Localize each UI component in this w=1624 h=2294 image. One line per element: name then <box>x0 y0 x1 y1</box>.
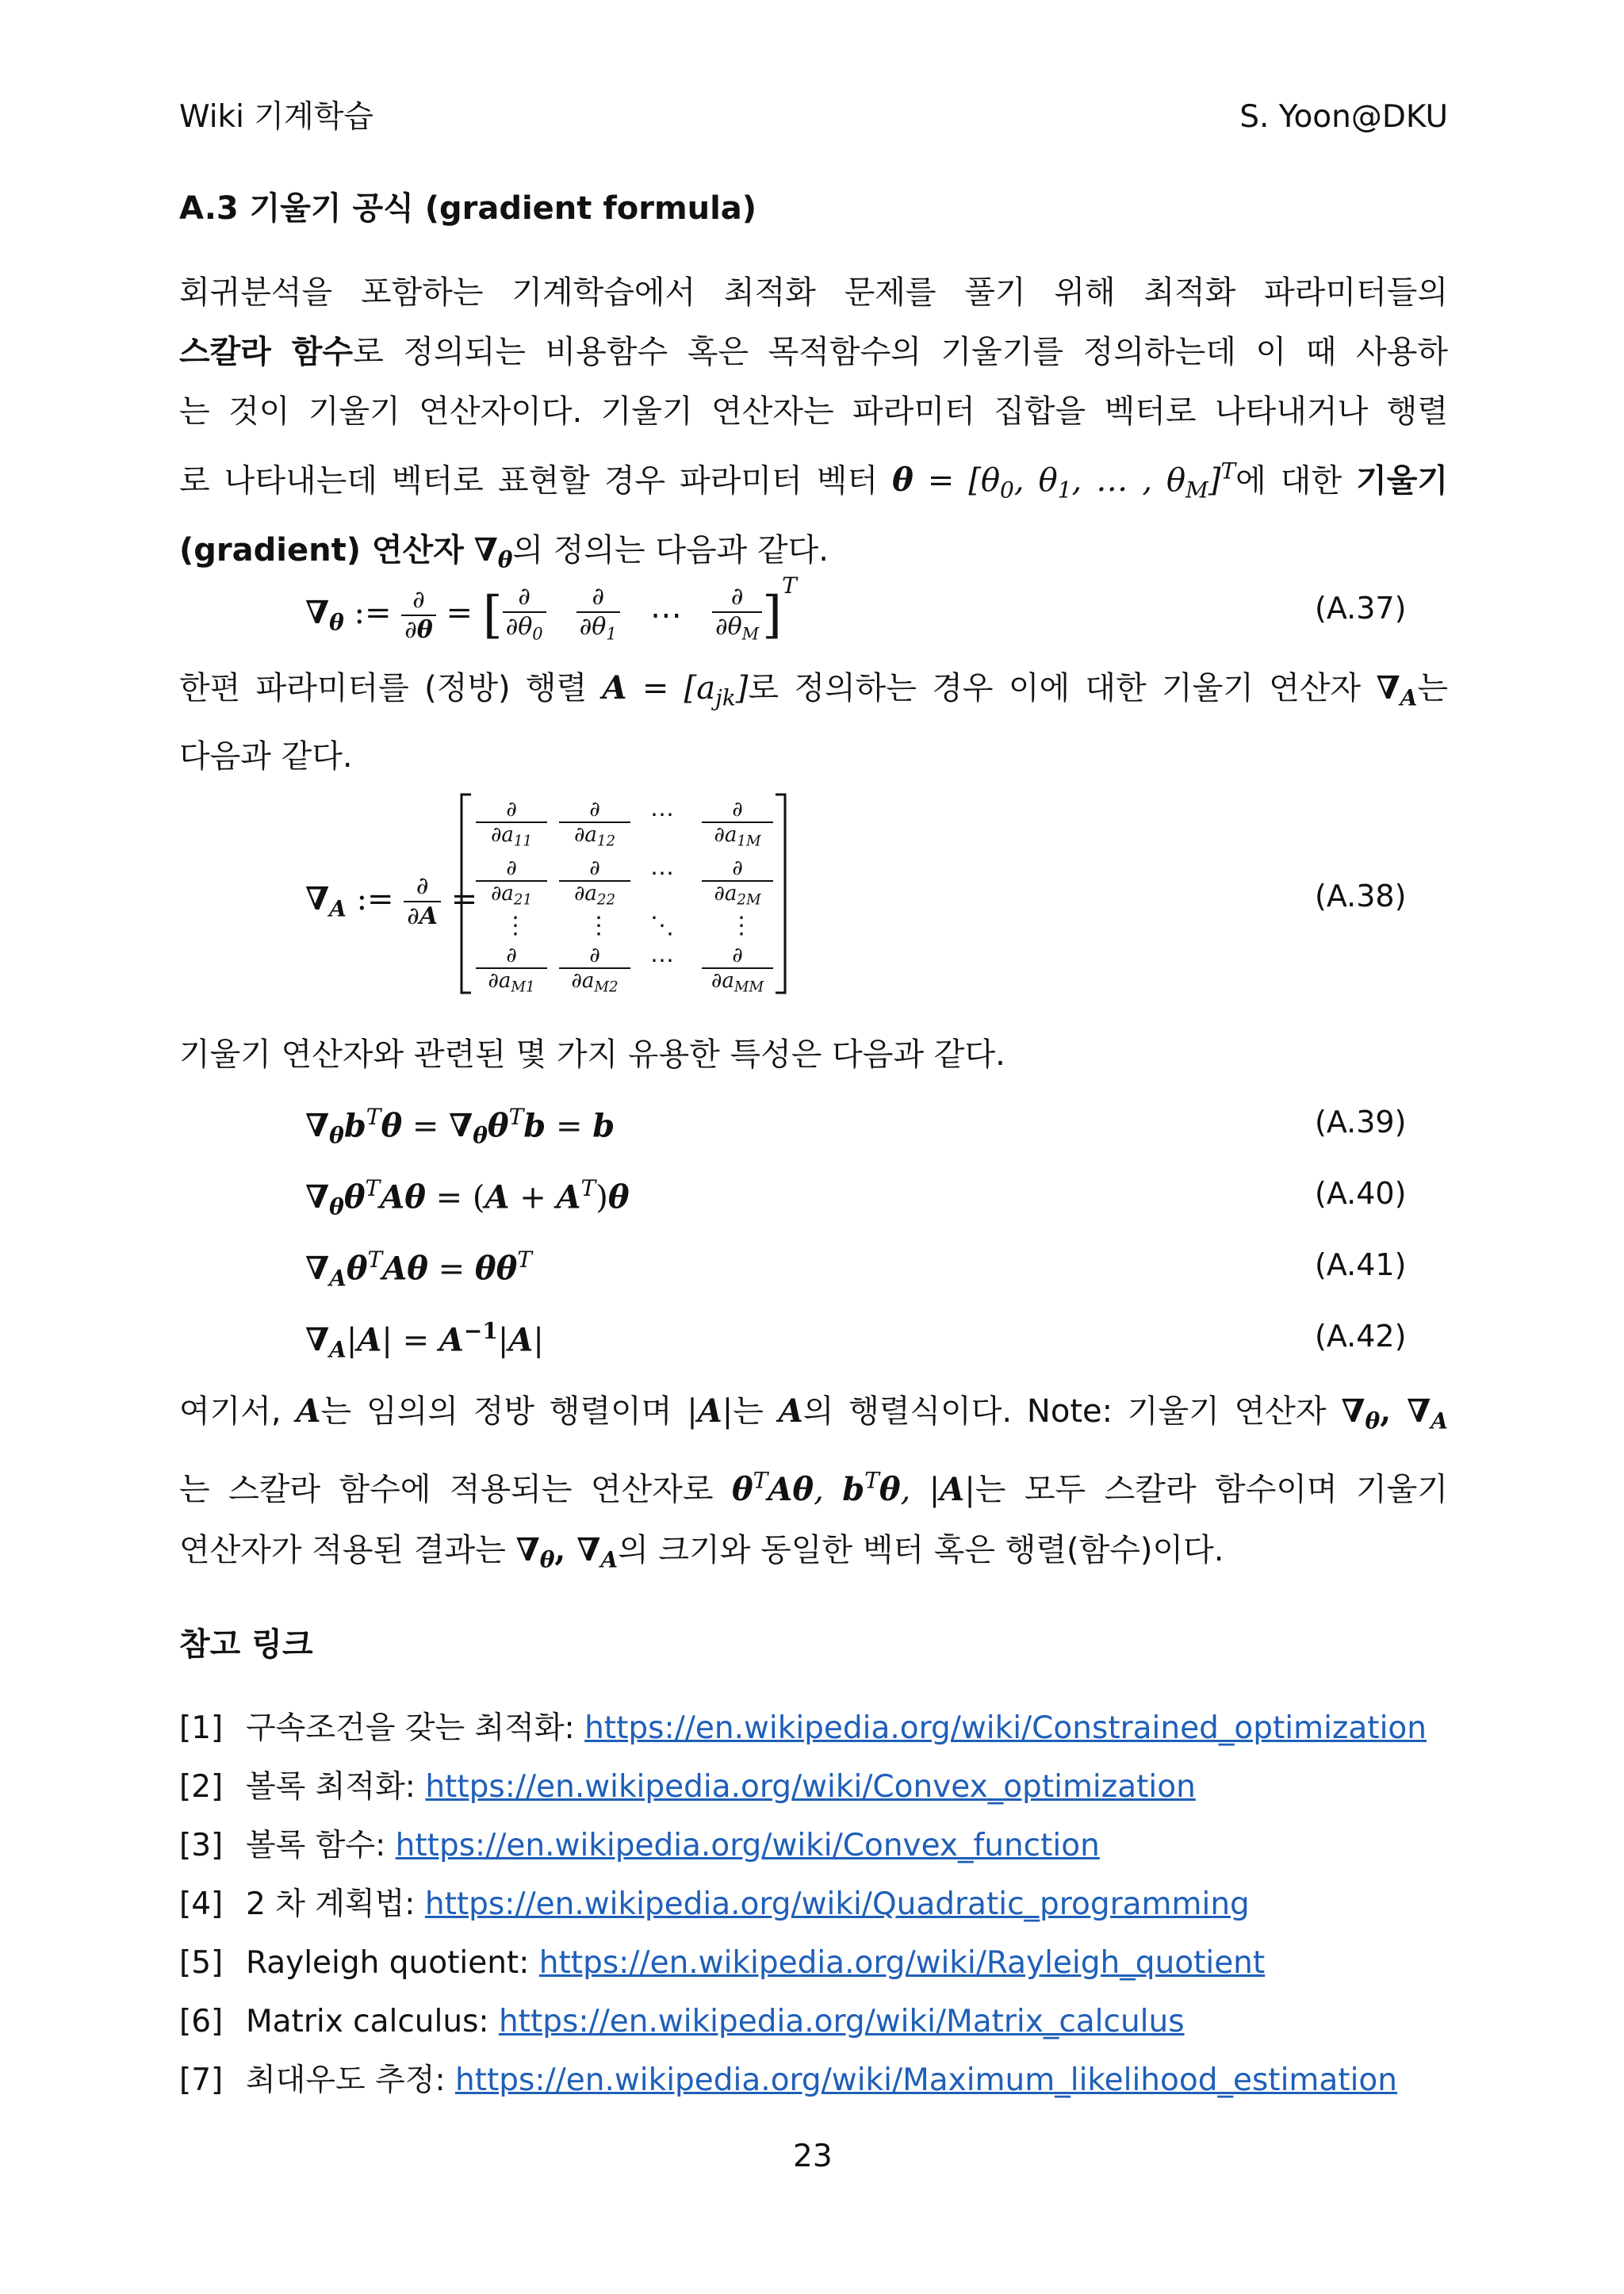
reference-label: 최대우도 추정: <box>246 2062 446 2098</box>
line <box>179 727 1448 787</box>
matrix-cell: ∂ $\partial a_{12}$ <box>559 798 630 853</box>
diagonal-ellipsis: ⋱ <box>650 912 674 940</box>
reference-number: [1] <box>179 1710 224 1746</box>
reference-number: [7] <box>179 2062 224 2098</box>
text: 는 모두 스칼라 함수이며 기울기 <box>975 1471 1448 1508</box>
line <box>179 263 1448 323</box>
text: 는 <box>733 1393 764 1430</box>
equation-number: (A.37) <box>1315 591 1407 626</box>
running-header-right: S. Yoon@DKU <box>1239 99 1448 135</box>
matrix-cell: ∂ $\partial a_{1M}$ <box>702 798 773 853</box>
text: 로 정의되는 비용함수 혹은 목적함수의 기울기를 정의하는데 이 때 사용하 <box>353 334 1448 370</box>
text: 한편 파라미터를 (정방) 행렬 <box>179 670 588 707</box>
reference-label: Rayleigh quotient: <box>246 1945 530 1981</box>
line <box>179 658 1448 727</box>
reference-label: 2 차 계획법: <box>246 1886 416 1922</box>
text: 는 스칼라 함수에 적용되는 연산자로 <box>179 1471 714 1508</box>
reference-item <box>179 1822 1100 1870</box>
reference-link[interactable]: https://en.wikipedia.org/wiki/Quadratic_programming <box>424 1886 1250 1922</box>
paragraph-notes <box>179 1381 1448 1589</box>
equation-number: (A.41) <box>1315 1247 1407 1282</box>
matrix-cell: ∂ $\partial a_{MM}$ <box>702 944 773 999</box>
paragraph-gradient-intro <box>179 263 1448 589</box>
text: 의 정의는 다음과 같다. <box>512 531 829 569</box>
line <box>179 1520 1448 1589</box>
gradient-matrix <box>460 793 787 994</box>
references-title: 참고 링크 <box>179 1626 313 1663</box>
math-scalar-functions: $\theta^TA\theta$, $b^T\theta$, |A| <box>731 1467 975 1508</box>
reference-link[interactable]: https://en.wikipedia.org/wiki/Convex_optimization <box>425 1769 1196 1805</box>
matrix-a-def-math: $A = [a_{jk}]$ <box>602 669 749 711</box>
reference-item <box>179 1940 1265 1987</box>
line <box>179 442 1448 520</box>
text: 는 임의의 정방 행렬이며 <box>320 1393 672 1430</box>
equation-number: (A.38) <box>1315 879 1407 913</box>
reference-number: [6] <box>179 2004 224 2039</box>
vertical-ellipsis: ⋮ <box>587 912 611 940</box>
ellipsis: ⋯ <box>650 801 674 829</box>
equation-number: (A.42) <box>1315 1319 1407 1354</box>
equation-a41: $\nabla_A\theta^TA\theta = \theta\theta^T$ <box>305 1247 532 1292</box>
reference-number: [4] <box>179 1886 224 1922</box>
text: 로 나타내는데 벡터로 표현할 경우 파라미터 벡터 <box>179 462 879 500</box>
text: 로 정의하는 경우 이에 대한 기울기 연산자 <box>748 670 1362 707</box>
ellipsis: ⋯ <box>650 947 674 975</box>
nabla-a-symbol: $\nabla_A$ <box>1376 669 1418 711</box>
reference-label: Matrix calculus: <box>246 2004 489 2039</box>
vertical-ellipsis: ⋮ <box>730 912 753 940</box>
equation-number: (A.40) <box>1315 1176 1407 1211</box>
section-title: A.3 기울기 공식 (gradient formula) <box>179 190 757 227</box>
paragraph-matrix-gradient <box>179 658 1448 787</box>
reference-number: [2] <box>179 1769 224 1805</box>
nabla-theta-symbol: $\nabla_\theta$ <box>473 530 513 573</box>
text: 기울기 연산자와 관련된 몇 가지 유용한 특성은 다음과 같다. <box>179 1036 1005 1073</box>
matrix-cell: ∂ $\partial a_{M2}$ <box>559 944 630 999</box>
text: 는 것이 기울기 연산자이다. 기울기 연산자는 파라미터 집합을 벡터로 나타내거나 행렬 <box>179 393 1448 430</box>
equation-number: (A.39) <box>1315 1105 1407 1139</box>
reference-item <box>179 1881 1250 1928</box>
math-nabla-operators: $\nabla_\theta$, $\nabla_A$ <box>515 1530 619 1573</box>
equation-a37: $\nabla_\theta$ := $\frac{\partial}{\partial\theta}$ = [ $\frac{\partial}{\partial\theta_0}$ $\frac{\partial}{\partial\theta_1}$ ⋯ $\frac{\partial}{\partial\theta_M}$ ]$^T$ <box>305 573 797 645</box>
reference-link[interactable]: https://en.wikipedia.org/wiki/Maximum_likelihood_estimation <box>455 2062 1398 2098</box>
reference-link[interactable]: https://en.wikipedia.org/wiki/Constrained_optimization <box>584 1710 1427 1746</box>
text: 의 크기와 동일한 벡터 혹은 행렬(함수)이다. <box>618 1531 1224 1568</box>
matrix-cell: ∂ $\partial a_{21}$ <box>476 856 547 912</box>
running-header-left: Wiki 기계학습 <box>179 99 374 135</box>
matrix-cell: ∂ $\partial a_{11}$ <box>476 798 547 853</box>
reference-link[interactable]: https://en.wikipedia.org/wiki/Matrix_calculus <box>498 2004 1185 2039</box>
matrix-cell: ∂ $\partial a_{M1}$ <box>476 944 547 999</box>
line <box>179 382 1448 442</box>
reference-item <box>179 1764 1196 1811</box>
equation-a40: $\nabla_\theta\theta^TA\theta = (A + A^T)\theta$ <box>305 1175 630 1220</box>
bold-term: (gradient) 연산자 <box>179 531 464 569</box>
text: 는 <box>1417 670 1448 707</box>
reference-item <box>179 1998 1185 2046</box>
paragraph-properties <box>179 1025 1448 1085</box>
reference-label: 볼록 함수: <box>246 1828 386 1863</box>
equation-a42: $\nabla_A|A| = A^{-1}|A|$ <box>305 1318 544 1363</box>
reference-number: [5] <box>179 1945 224 1981</box>
reference-label: 볼록 최적화: <box>246 1769 416 1805</box>
vertical-ellipsis: ⋮ <box>504 912 527 940</box>
equation-a39: $\nabla_\theta b^T\theta = \nabla_\theta\theta^Tb = b$ <box>305 1104 615 1149</box>
bold-term: 기울기 <box>1356 462 1449 500</box>
math-A: A <box>778 1392 803 1430</box>
page-number: 23 <box>793 2139 833 2174</box>
reference-label: 구속조건을 갖는 최적화: <box>246 1710 575 1746</box>
reference-link[interactable]: https://en.wikipedia.org/wiki/Convex_function <box>395 1828 1100 1863</box>
text: 에 대한 <box>1235 462 1342 500</box>
matrix-cell: ∂ $\partial a_{2M}$ <box>702 856 773 912</box>
line <box>179 323 1448 382</box>
math-nabla-operators: $\nabla_\theta$, $\nabla_A$ <box>1341 1392 1449 1434</box>
line <box>179 1381 1448 1450</box>
math-A: A <box>296 1392 321 1430</box>
fraction: $\frac{\partial}{\partial A}$ <box>404 872 441 931</box>
fraction: $\frac{\partial}{\partial\theta}$ <box>401 586 436 645</box>
equation-a38-lhs: $\nabla_A$ := $\frac{\partial}{\partial A}$ = <box>305 872 478 930</box>
math-det-A: |A| <box>687 1392 733 1430</box>
text: 의 행렬식이다. Note: 기울기 연산자 <box>802 1393 1327 1430</box>
ellipsis: ⋯ <box>650 860 674 887</box>
text: 연산자가 적용된 결과는 <box>179 1531 506 1568</box>
text: 다음과 같다. <box>179 738 353 776</box>
theta-vector-math: $\theta = [\theta_0$, $\theta_1$, … , $\theta_M]^T$ <box>892 458 1236 504</box>
text: 여기서, <box>179 1393 282 1430</box>
reference-item <box>179 1705 1427 1752</box>
reference-link[interactable]: https://en.wikipedia.org/wiki/Rayleigh_quotient <box>538 1945 1266 1981</box>
matrix-cell: ∂ $\partial a_{22}$ <box>559 856 630 912</box>
reference-number: [3] <box>179 1828 224 1863</box>
reference-item <box>179 2057 1397 2104</box>
line <box>179 1450 1448 1519</box>
bold-term: 스칼라 함수 <box>179 334 354 370</box>
line <box>179 1025 1448 1085</box>
text: 회귀분석을 포함하는 기계학습에서 최적화 문제를 풀기 위해 최적화 파라미터들의 <box>179 274 1448 311</box>
